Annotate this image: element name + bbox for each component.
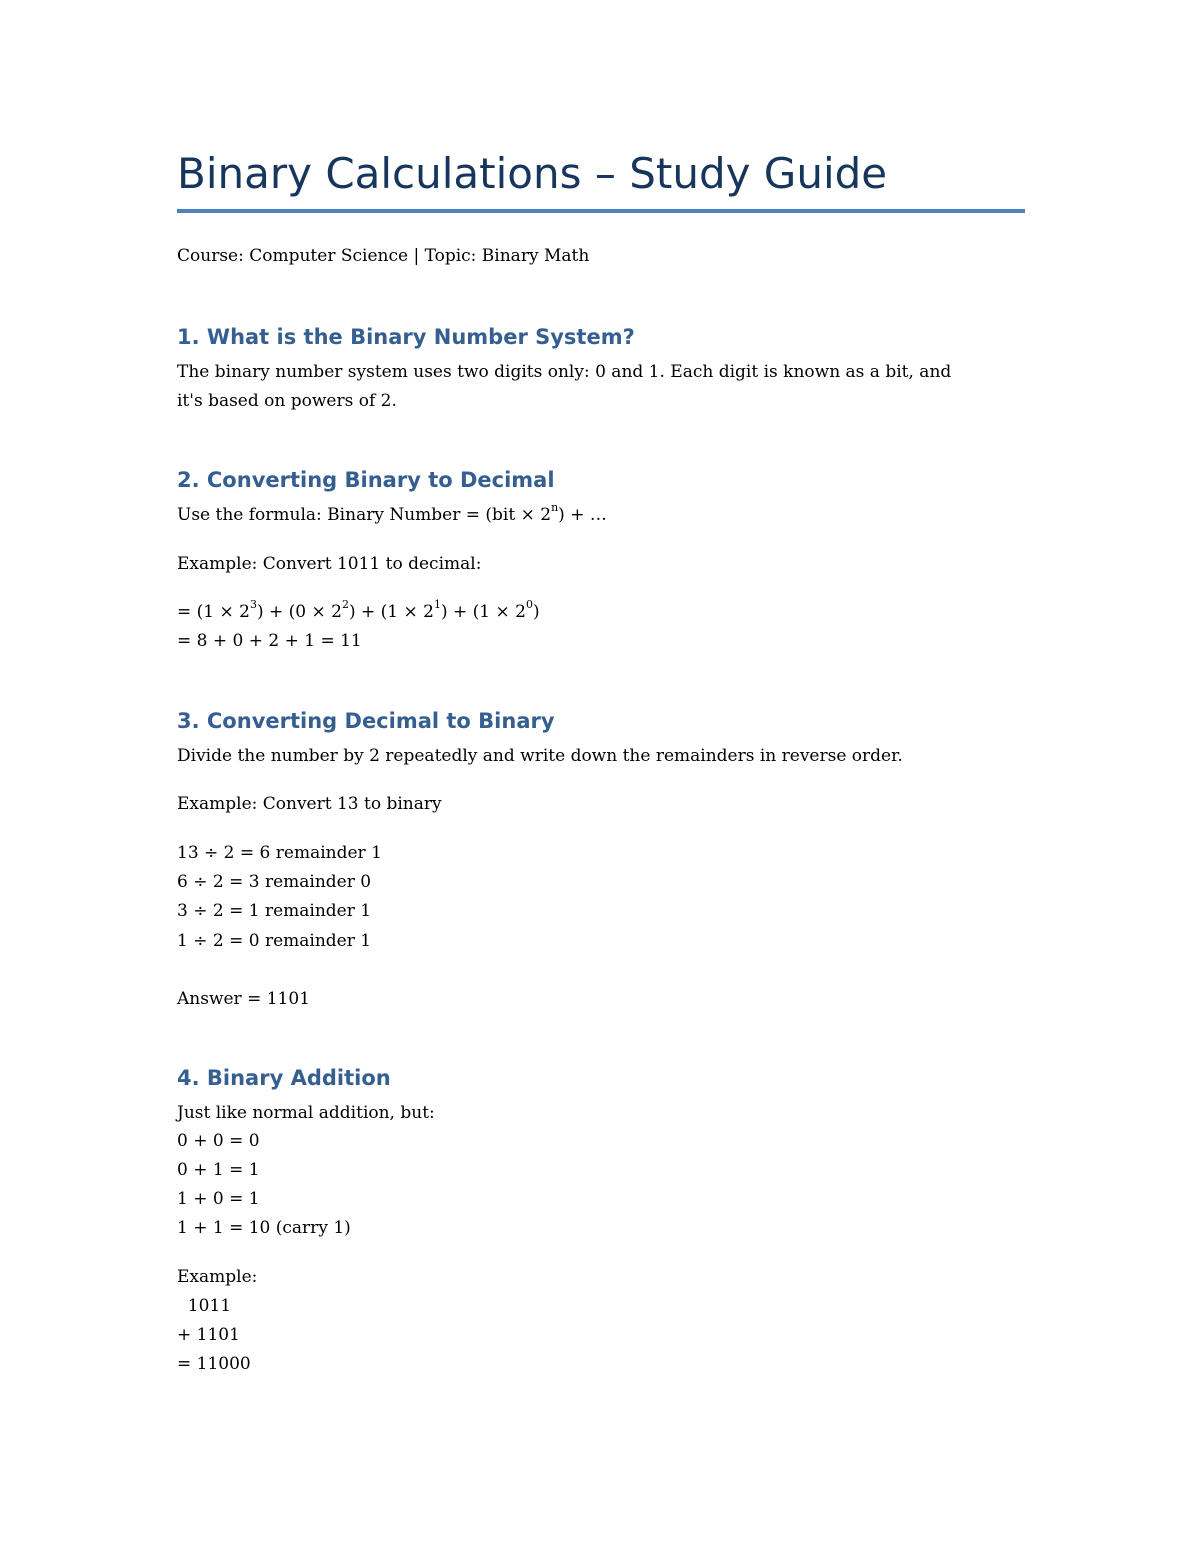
expansion-exponent: 1 — [433, 598, 441, 612]
expansion-line — [177, 599, 540, 625]
section-2-heading: 2. Converting Binary to Decimal — [177, 468, 555, 492]
addition-rule: 0 + 0 = 0 — [177, 1131, 260, 1151]
formula-suffix: ) + … — [558, 505, 607, 525]
document-title: Binary Calculations – Study Guide — [177, 149, 888, 198]
addition-rule: 0 + 1 = 1 — [177, 1160, 260, 1180]
binary-decimal-formula — [177, 502, 607, 528]
section-2-example: Example: Convert 1011 to decimal: — [177, 554, 482, 574]
expansion-result: = 8 + 0 + 2 + 1 = 11 — [177, 631, 362, 651]
section-3-example: Example: Convert 13 to binary — [177, 794, 442, 814]
addition-example-line: 1011 — [177, 1296, 232, 1316]
section-1-line: it's based on powers of 2. — [177, 391, 397, 411]
addition-example-line: = 11000 — [177, 1354, 251, 1374]
section-4-heading: 4. Binary Addition — [177, 1066, 391, 1090]
expansion-part: ) + (1 × 2 — [440, 602, 526, 622]
expansion-exponent: 2 — [341, 598, 349, 612]
division-step: 1 ÷ 2 = 0 remainder 1 — [177, 931, 372, 951]
section-3-answer: Answer = 1101 — [177, 989, 311, 1009]
addition-example-label: Example: — [177, 1267, 258, 1287]
expansion-exponent: 0 — [525, 598, 533, 612]
formula-prefix: Use the formula: Binary Number = (bit × 2 — [177, 505, 552, 525]
expansion-part: ) + (0 × 2 — [256, 602, 342, 622]
section-1-heading: 1. What is the Binary Number System? — [177, 325, 635, 349]
formula-exponent: n — [551, 501, 559, 515]
expansion-exponent: 3 — [249, 598, 257, 612]
expansion-part: ) — [532, 602, 540, 622]
division-step: 3 ÷ 2 = 1 remainder 1 — [177, 901, 372, 921]
title-underline — [177, 209, 1025, 213]
addition-rule: 1 + 0 = 1 — [177, 1189, 260, 1209]
section-3-description: Divide the number by 2 repeatedly and write down the remainders in reverse order. — [177, 746, 903, 766]
section-1-line: The binary number system uses two digits only: 0 and 1. Each digit is known as a bit, and — [177, 362, 952, 382]
division-step: 6 ÷ 2 = 3 remainder 0 — [177, 872, 372, 892]
addition-rule: 1 + 1 = 10 (carry 1) — [177, 1218, 351, 1238]
section-4-intro: Just like normal addition, but: — [177, 1103, 435, 1123]
course-topic-line: Course: Computer Science | Topic: Binary Math — [177, 246, 590, 266]
section-3-heading: 3. Converting Decimal to Binary — [177, 709, 555, 733]
expansion-part: ) + (1 × 2 — [348, 602, 434, 622]
addition-example-line: + 1101 — [177, 1325, 240, 1345]
division-step: 13 ÷ 2 = 6 remainder 1 — [177, 843, 382, 863]
expansion-part: = (1 × 2 — [177, 602, 250, 622]
